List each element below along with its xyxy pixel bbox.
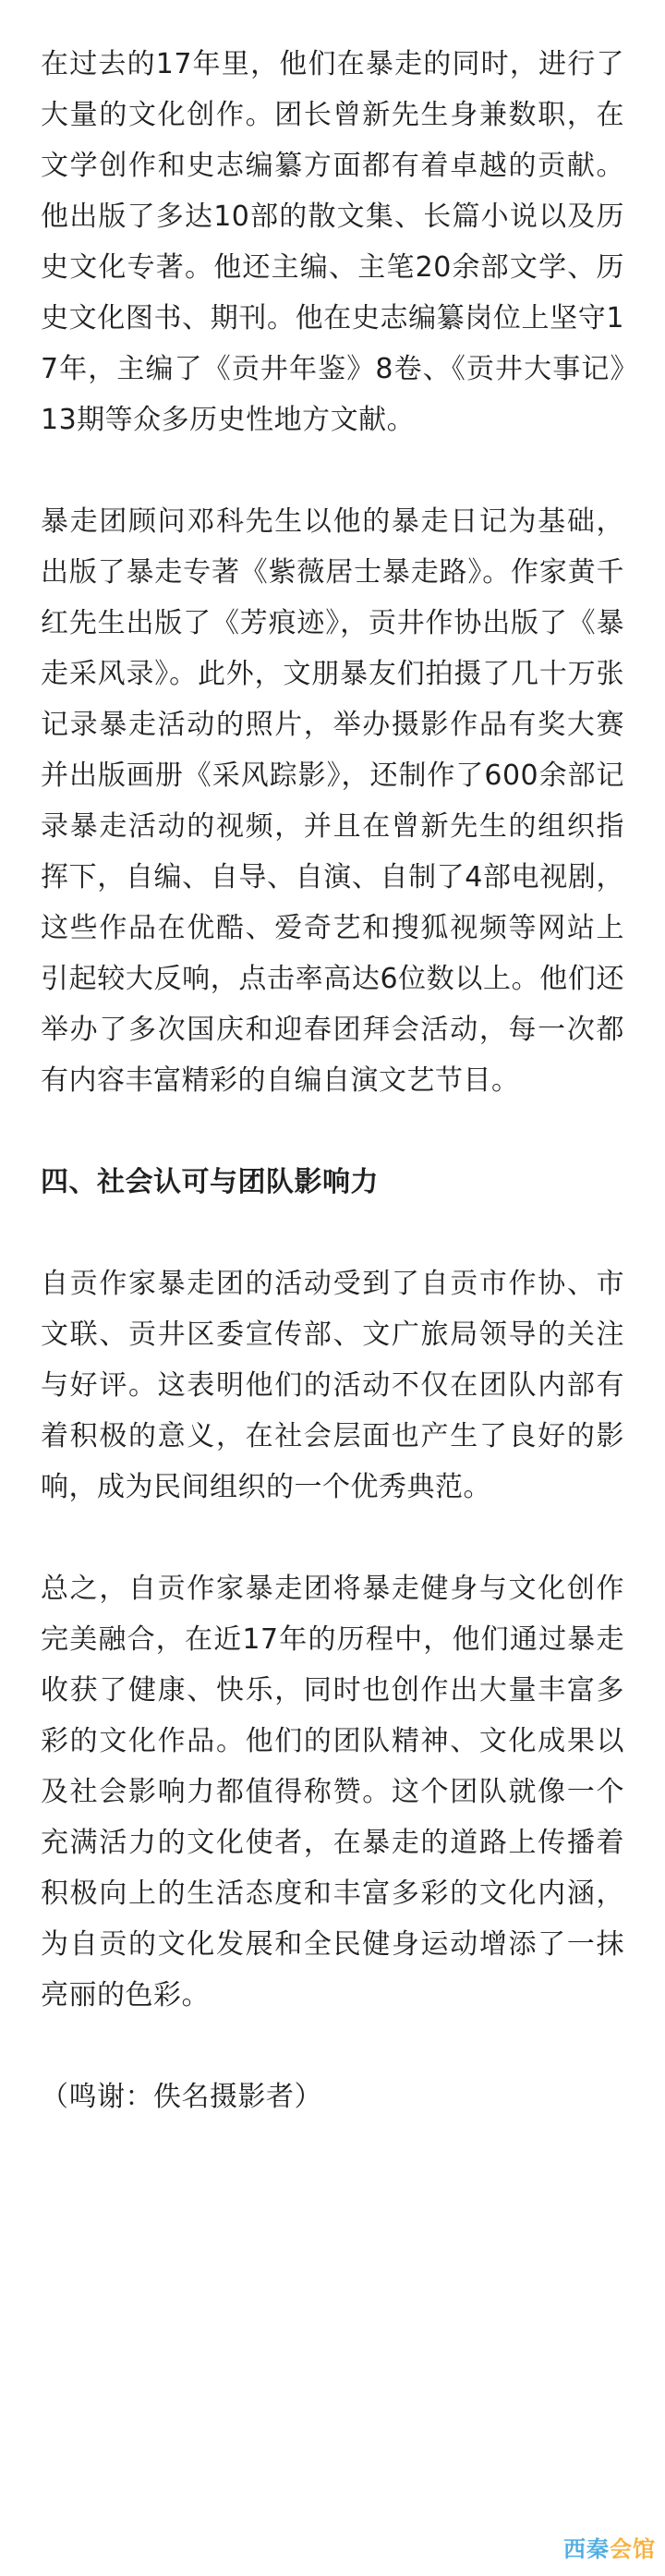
watermark-logo: [563, 2531, 656, 2563]
paragraph-publications: 暴走团顾问邓科先生以他的暴走日记为基础，出版了暴走专著《紫薇居士暴走路》。作家黄千红先生出版了《芳痕迹》，贡井作协出版了《暴走采风录》。此外，文朋暴友们拍摄了几十万张记录暴走活动的照片，举办摄影作品有奖大赛并出版画册《采风踪影》，还制作了600余部记录暴走活动的视频，并且在曾新先生的组织指挥下，自编、自导、自演、自制了4部电视剧，这些作品在优酷、爱奇艺和搜狐视频等网站上引起较大反响，点击率高达6位数以上。他们还举办了多次国庆和迎春团拜会活动，每一次都有内容丰富精彩的自编自演文艺节目。: [41, 505, 624, 1097]
photo-credit: （鸣谢：佚名摄影者）: [41, 2081, 322, 2113]
watermark-part-2: 会馆: [610, 2536, 656, 2562]
paragraph-cultural-creation: 在过去的17年里，他们在暴走的同时，进行了大量的文化创作。团长曾新先生身兼数职，在文学创作和史志编纂方面都有着卓越的贡献。他出版了多达10部的散文集、长篇小说以及历史文化专著。他还主编、主笔20余部文学、历史文化图书、期刊。他在史志编纂岗位上坚守17年，主编了《贡井年鉴》8卷、《贡井大事记》13期等众多历史性地方文献。: [41, 48, 624, 436]
watermark-part-1: 西秦: [563, 2536, 610, 2562]
paragraph-conclusion: 总之，自贡作家暴走团将暴走健身与文化创作完美融合，在近17年的历程中，他们通过暴走收获了健康、快乐，同时也创作出大量丰富多彩的文化作品。他们的团队精神、文化成果以及社会影响力都值得称赞。这个团队就像一个充满活力的文化使者，在暴走的道路上传播着积极向上的生活态度和丰富多彩的文化内涵，为自贡的文化发展和全民健身运动增添了一抹亮丽的色彩。: [41, 1573, 624, 2011]
paragraph-social-recognition: 自贡作家暴走团的活动受到了自贡市作协、市文联、贡井区委宣传部、文广旅局领导的关注与好评。这表明他们的活动不仅在团队内部有着积极的意义，在社会层面也产生了良好的影响，成为民间组织的一个优秀典范。: [41, 1268, 624, 1503]
article-body: [41, 39, 624, 2122]
section-heading: 四、社会认可与团队影响力: [41, 1166, 379, 1198]
